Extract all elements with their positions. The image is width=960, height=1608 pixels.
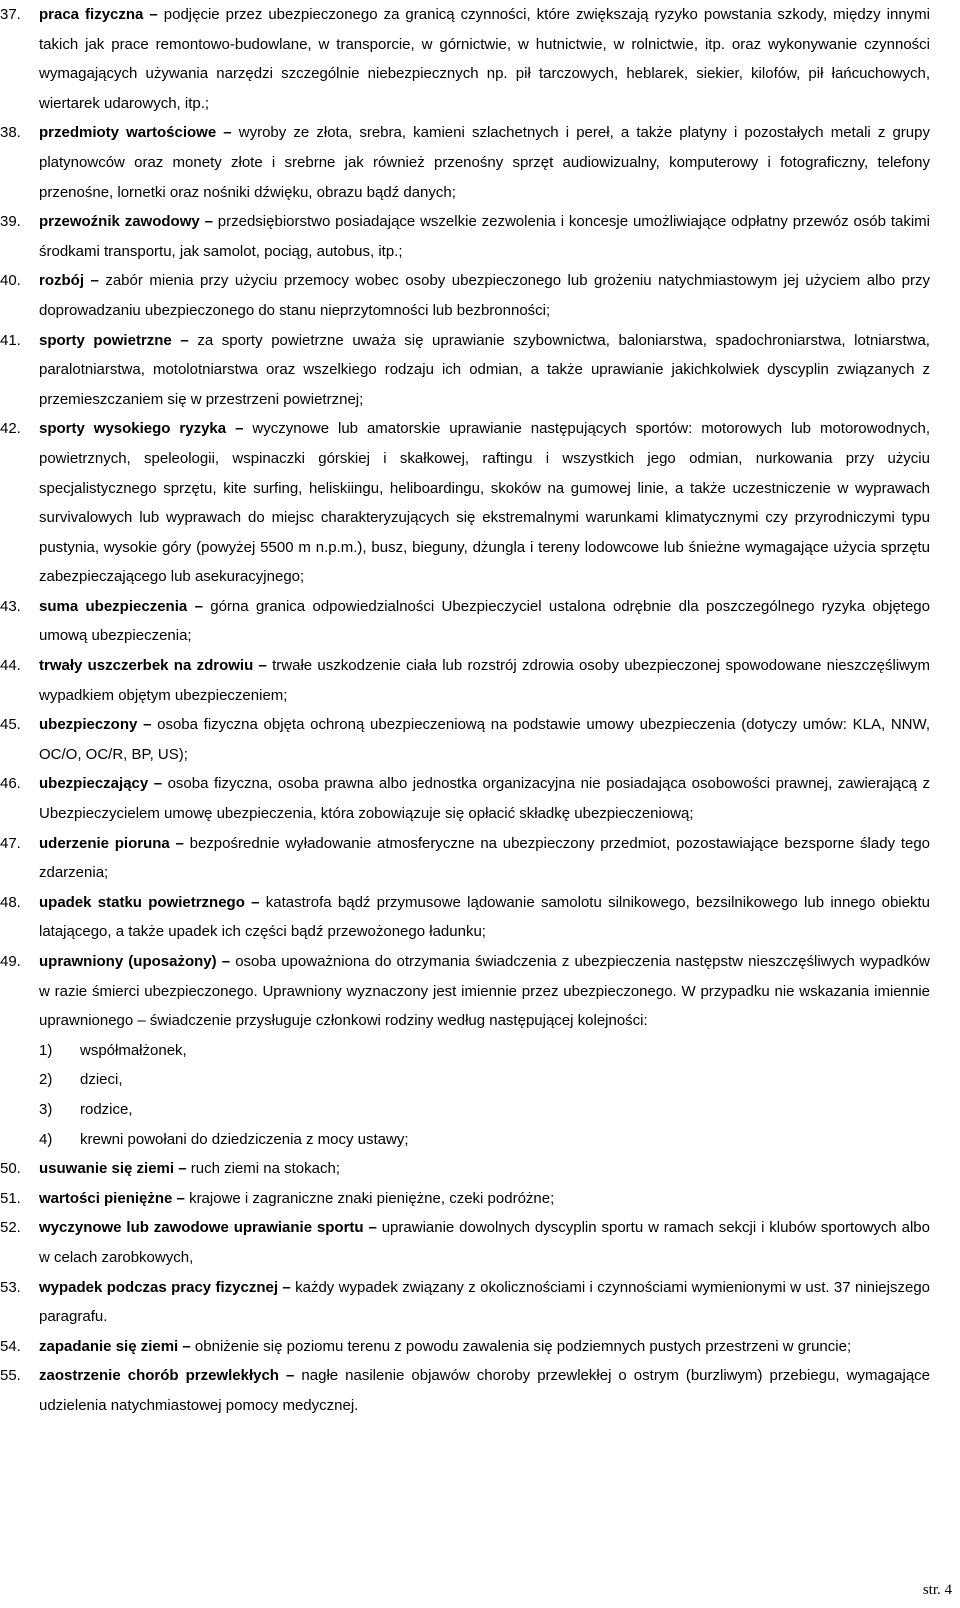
definition-text: obniżenie się poziomu terenu z powodu zawalenia się podziemnych pustych przestrzeni w gruncie; [194,1337,852,1355]
definition-term: trwały uszczerbek na zdrowiu [39,657,254,675]
definition-number: 42. [0,420,21,438]
definition-dash: – [204,213,213,231]
definition-number: 40. [0,272,21,290]
definition-body [39,118,930,207]
definition-term: rozbój [39,272,84,290]
definition-dash: – [223,124,232,142]
definition-dash: – [194,597,203,615]
sublist-number: 4) [39,1130,53,1148]
sublist-number: 2) [39,1071,53,1089]
definition-dash: – [258,657,267,675]
definition-item [0,947,960,1036]
definition-text: zabór mienia przy użyciu przemocy wobec osoby ubezpieczonego lub grożeniu natychmiastowym jej użyciem albo przy doprowadzaniu ubezpieczonego do stanu nieprzytomności lub bezbronności; [39,272,930,319]
definition-text: osoba fizyczna objęta ochroną ubezpieczeniową na podstawie umowy ubezpieczenia (dotyczy umów: KLA, NNW, OC/O, OC/R, BP, US); [39,716,931,763]
definition-dash: – [153,775,163,793]
definition-dash: – [182,1337,191,1355]
definition-body [39,829,930,888]
definition-dash: – [175,834,184,852]
definition-body [39,651,930,710]
definition-text: bezpośrednie wyładowanie atmosferyczne na ubezpieczony przedmiot, pozostawiające bezsporne ślady tego zdarzenia; [39,834,931,882]
definition-item [0,266,960,325]
definition-item [0,0,960,118]
definition-body [39,888,930,947]
definition-item [0,888,960,947]
definition-dash: – [149,6,158,23]
definition-body [39,710,930,769]
definition-term: usuwanie się ziemi [39,1160,175,1178]
definition-item [0,651,960,710]
definition-item [0,1273,960,1332]
sublist-item [0,1125,960,1155]
definition-text: wyczynowe lub amatorskie uprawianie następujących sportów: motorowych lub motorowodnych, powietrznych, speleologii, wspinaczki górskiej i skałkowej, raftingu i wszystkich jego odmian, nurkowania przy użyciu specjalistycznego sprzętu, kite surfing, heliskiingu, heliboardingu, skoków na gumowej linie, a także uczestniczenie w wyprawach survivalowych lub wyprawach do miejsc charakteryzujących się ekstremalnymi warunkami klimatycznymi czy przyrodniczymi typu pustynia, wysokie góry (powyżej 5500 m n.p.m.), busz, bieguny, dżungla i tereny lodowcowe lub śnieżne wymagające użycia sprzętu zabezpieczającego lub asekuracyjnego; [39,420,931,586]
definition-number: 49. [0,953,21,970]
definition-item [0,710,960,769]
definition-dash: – [235,420,244,438]
definition-item [0,207,960,266]
definition-number: 46. [0,775,21,793]
definition-number: 48. [0,893,21,911]
sublist-item [0,1095,960,1125]
definition-body [39,1213,930,1272]
definition-text: wyroby ze złota, srebra, kamieni szlachetnych i pereł, a także platyny i pozostałych metali z grupy platynowców oraz monety złote i srebrne jak również przenośny sprzęt audiowizualny, komputerowy i fotograficzny, telefony przenośne, lornetki oraz nośniki dźwięku, obrazu bądź danych; [39,124,930,201]
definition-number: 53. [0,1278,21,1296]
definition-body [39,207,930,266]
definition-number: 43. [0,597,21,615]
definition-term: przedmioty wartościowe [39,124,217,142]
definition-text: każdy wypadek związany z okolicznościami i czynnościami wymienionymi w ust. 37 niniejszego paragrafu. [39,1278,931,1326]
definition-term: sporty wysokiego ryzyka [39,420,227,438]
definition-number: 41. [0,331,21,349]
definition-term: ubezpieczony [39,716,138,734]
definition-text: trwałe uszkodzenie ciała lub rozstrój zdrowia osoby ubezpieczonej spowodowane nieszczęśliwym wypadkiem objętym ubezpieczeniem; [39,657,930,704]
definition-text: ruch ziemi na stokach; [190,1160,340,1178]
definition-item [0,1332,960,1362]
definition-dash: – [368,1219,377,1237]
definition-item [0,414,960,592]
definition-item [0,1361,960,1420]
sublist-text: krewni powołani do dziedziczenia z mocy ustawy; [80,1130,409,1148]
definition-term: praca fizyczna [39,6,144,23]
definition-item [0,1154,960,1184]
sublist-item [0,1036,960,1066]
definition-item [0,118,960,207]
definition-text: osoba upoważniona do otrzymania świadczenia z ubezpieczenia następstw nieszczęśliwych wypadków w razie śmierci ubezpieczonego. Uprawniony wyznaczony jest imiennie przez ubezpieczonego. W przypadku nie wskazania imiennie uprawnionego – świadczenie przysługuje członkowi rodziny według następującej kolejności: [39,953,930,1030]
definition-item [0,1213,960,1272]
definition-dash: – [251,893,260,911]
definition-number: 52. [0,1219,21,1237]
definition-term: sporty powietrzne [39,331,172,349]
definition-dash: – [143,716,152,734]
definition-term: uderzenie pioruna [39,834,170,852]
definition-body [39,1361,930,1420]
definition-number: 39. [0,213,21,231]
definition-text: osoba fizyczna, osoba prawna albo jednostka organizacyjna nie posiadająca osobowości prawnej, zawierającą z Ubezpieczycielem umowę ubezpieczenia, która zobowiązuje się opłacić składkę ubezpieczeniową; [39,775,930,823]
definition-body [39,414,930,592]
definition-body [39,947,930,1036]
definition-term: uprawniony (uposażony) [39,953,217,970]
definition-number: 47. [0,834,21,852]
definition-text: górna granica odpowiedzialności Ubezpieczyciel ustalona odrębnie dla poszczególnego ryzyka objętego umową ubezpieczenia; [39,597,930,645]
definition-number: 37. [0,6,21,23]
definition-item [0,769,960,828]
definition-term: ubezpieczający [39,775,149,793]
definition-body [39,1184,930,1214]
definition-text: podjęcie przez ubezpieczonego za granicą czynności, które zwiększają ryzyko powstania szkody, między innymi takich jak prace remontowo-budowlane, w transporcie, w górnictwie, w hutnictwie, w rolnictwie, itp. oraz wykonywanie czynności wymagających używania narzędzi szczególnie niebezpiecznych np. pił tarczowych, heblarek, siekier, kilofów, pił łańcuchowych, wiertarek udarowych, itp.; [39,6,931,112]
definition-term: przewoźnik zawodowy [39,213,200,231]
definition-body [39,592,930,651]
definition-body [39,1273,930,1332]
definition-dash: – [286,1367,295,1385]
definition-item [0,1184,960,1214]
definition-dash: – [180,331,189,349]
definition-number: 45. [0,716,21,734]
definition-term: upadek statku powietrznego [39,893,245,911]
definition-term: zapadanie się ziemi [39,1337,179,1355]
definition-body [39,1332,930,1362]
definition-number: 51. [0,1189,21,1207]
definition-term: wartości pieniężne [39,1189,173,1207]
definition-text: za sporty powietrzne uważa się uprawianie szybownictwa, baloniarstwa, spadochroniarstwa, lotniarstwa, paralotniarstwa, motolotniarstwa oraz wszelkiego rodzaju ich odmian, a także uprawianie jakichkolwiek dyscyplin związanych z przemieszczaniem się w przestrzeni powietrznej; [39,331,930,408]
definition-dash: – [178,1160,187,1178]
definition-dash: – [90,272,99,290]
definition-number: 55. [0,1367,21,1385]
definition-item [0,592,960,651]
definition-term: wyczynowe lub zawodowe uprawianie sportu [39,1219,364,1237]
sublist-text: dzieci, [80,1071,123,1089]
definition-body [39,1154,930,1184]
definition-text: przedsiębiorstwo posiadające wszelkie zezwolenia i koncesje umożliwiające odpłatny przewóz osób takimi środkami transportu, jak samolot, pociąg, autobus, itp.; [39,213,930,260]
definition-dash: – [176,1189,185,1207]
sublist-number: 1) [39,1041,53,1059]
definition-number: 38. [0,124,21,142]
sublist-text: współmałżonek, [80,1041,187,1059]
definition-text: katastrofa bądź przymusowe lądowanie samolotu silnikowego, bezsilnikowego lub innego obiektu latającego, a także upadek ich części bądź przewożonego ładunku; [39,893,930,941]
sublist-text: rodzice, [80,1100,133,1118]
page-number: str. 4 [922,1582,952,1598]
definition-number: 54. [0,1337,21,1355]
definition-item [0,829,960,888]
definition-item [0,326,960,415]
definition-number: 50. [0,1160,21,1178]
definition-dash: – [282,1278,291,1296]
definition-term: wypadek podczas pracy fizycznej [39,1278,279,1296]
definition-body [39,769,930,828]
definition-dash: – [221,953,231,970]
sublist-number: 3) [39,1100,53,1118]
definition-body [39,326,930,415]
definition-term: zaostrzenie chorób przewlekłych [39,1367,279,1385]
definition-body [39,266,930,325]
definition-number: 44. [0,657,21,675]
definition-text: krajowe i zagraniczne znaki pieniężne, czeki podróżne; [189,1189,555,1207]
definition-text: uprawianie dowolnych dyscyplin sportu w ramach sekcji i klubów sportowych albo w celach zarobkowych, [39,1219,930,1266]
sublist-item [0,1065,960,1095]
definition-text: nagłe nasilenie objawów choroby przewlekłej o ostrym (burzliwym) przebiegu, wymagające udzielenia natychmiastowej pomocy medycznej. [39,1367,931,1414]
definition-body [39,0,930,118]
definition-term: suma ubezpieczenia [39,597,188,615]
